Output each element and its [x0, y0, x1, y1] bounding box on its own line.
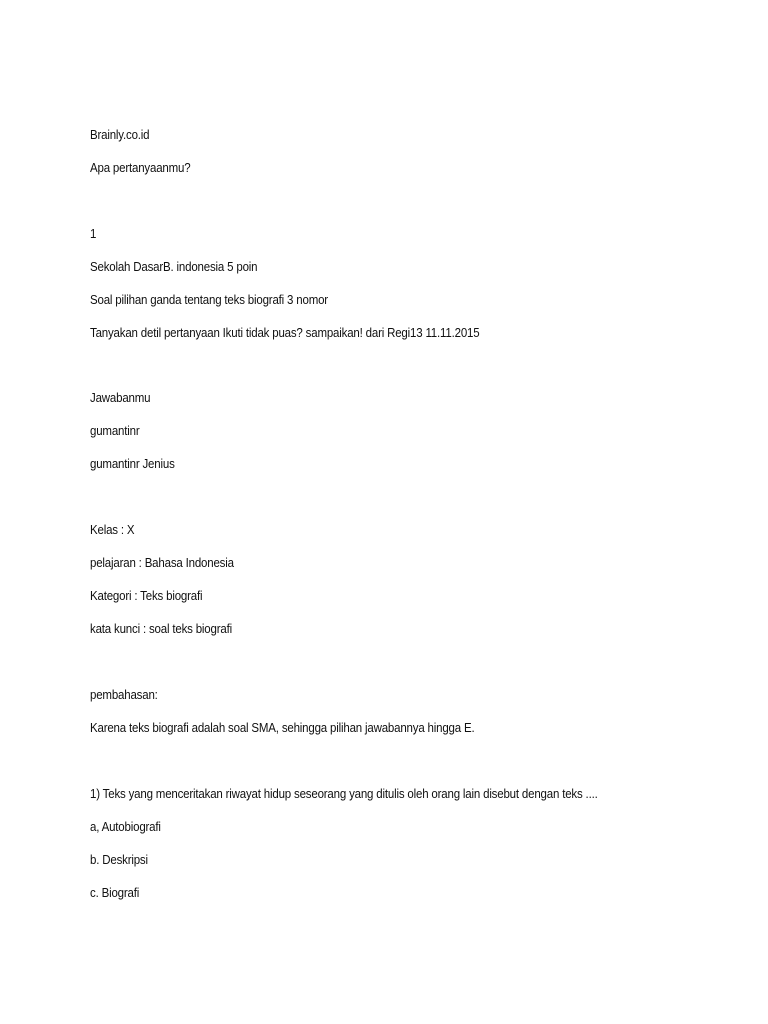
info-kelas: Kelas : X: [90, 523, 135, 537]
answer-username: gumantinr: [90, 424, 140, 438]
answer-heading: Jawabanmu: [90, 391, 151, 405]
info-pelajaran: pelajaran : Bahasa Indonesia: [90, 556, 234, 570]
site-name: Brainly.co.id: [90, 128, 150, 142]
info-kata-kunci: kata kunci : soal teks biografi: [90, 622, 232, 636]
answer-user-rank: gumantinr Jenius: [90, 457, 175, 471]
question-number: 1: [90, 227, 97, 241]
pembahasan-text: Karena teks biografi adalah soal SMA, sehingga pilihan jawabannya hingga E.: [90, 721, 475, 735]
quiz-option-a: a, Autobiografi: [90, 820, 161, 834]
quiz-option-b: b. Deskripsi: [90, 853, 148, 867]
question-footer: Tanyakan detil pertanyaan Ikuti tidak puas? sampaikan! dari Regi13 11.11.2015: [90, 326, 480, 340]
question-prompt: Apa pertanyaanmu?: [90, 161, 191, 175]
quiz-question-1: 1) Teks yang menceritakan riwayat hidup seseorang yang ditulis oleh orang lain disebut dengan teks ....: [90, 787, 598, 801]
quiz-option-c: c. Biografi: [90, 886, 140, 900]
question-title: Soal pilihan ganda tentang teks biografi 3 nomor: [90, 293, 328, 307]
info-kategori: Kategori : Teks biografi: [90, 589, 203, 603]
pembahasan-heading: pembahasan:: [90, 688, 158, 702]
question-meta: Sekolah DasarB. indonesia 5 poin: [90, 260, 258, 274]
